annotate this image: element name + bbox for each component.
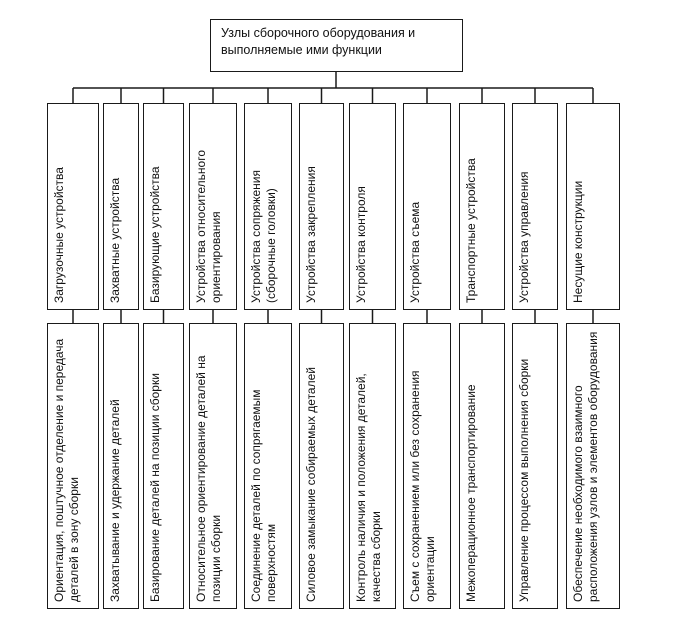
function-3-label: Базирование деталей на позиции сборки [148,373,162,602]
unit-10-box [512,103,558,310]
function-1-label: Ориентация, поштучное отделение и передача деталей в зону сборки [52,338,81,602]
unit-4-box [189,103,237,310]
unit-4-label: Устройства относительного ориентирования [194,150,223,303]
unit-5-label: Устройства сопряжения (сборочные головки) [249,170,278,303]
unit-5-box [244,103,292,310]
unit-1-label: Загрузочные устройства [52,167,66,303]
unit-7-label: Устройства контроля [354,186,368,303]
function-2-label: Захватывание и удержание деталей [108,399,122,602]
function-5-label: Соединение деталей по сопрягаемым поверхностям [249,389,278,602]
unit-6-label: Устройства закрепления [304,166,318,303]
root-node [210,19,463,72]
function-7-box [349,323,396,609]
unit-11-box [566,103,620,310]
function-8-label: Съем с сохранением или без сохранения ориентации [408,370,437,602]
function-6-box [299,323,344,609]
root-title: Узлы сборочного оборудования и выполняемые ими функции [221,26,416,57]
unit-10-label: Устройства управления [517,171,531,303]
function-8-box [403,323,451,609]
function-10-label: Управление процессом выполнения сборки [517,358,531,602]
function-10-box [512,323,558,609]
function-2-box [103,323,139,609]
unit-6-box [299,103,344,310]
function-3-box [143,323,184,609]
unit-3-box [143,103,184,310]
function-9-label: Межоперационное транспортирование [464,384,478,602]
unit-1-box [47,103,99,310]
function-9-box [459,323,505,609]
unit-8-label: Устройства съема [408,201,422,303]
function-4-box [189,323,237,609]
function-11-label: Обеспечение необходимого взаимного расположения узлов и элементов оборудования [571,331,600,602]
unit-9-box [459,103,505,310]
unit-3-label: Базирующие устройства [148,166,162,303]
function-7-label: Контроль наличия и положения деталей, качества сборки [354,373,383,602]
unit-2-box [103,103,139,310]
unit-7-box [349,103,396,310]
function-1-box [47,323,99,609]
unit-11-label: Несущие конструкции [571,180,585,303]
function-6-label: Силовое замыкание собираемых деталей [304,367,318,602]
unit-9-label: Транспортные устройства [464,158,478,303]
function-11-box [566,323,620,609]
function-5-box [244,323,292,609]
function-4-label: Относительное ориентирование деталей на позиции сборки [194,355,223,602]
unit-2-label: Захватные устройства [108,177,122,303]
unit-8-box [403,103,451,310]
